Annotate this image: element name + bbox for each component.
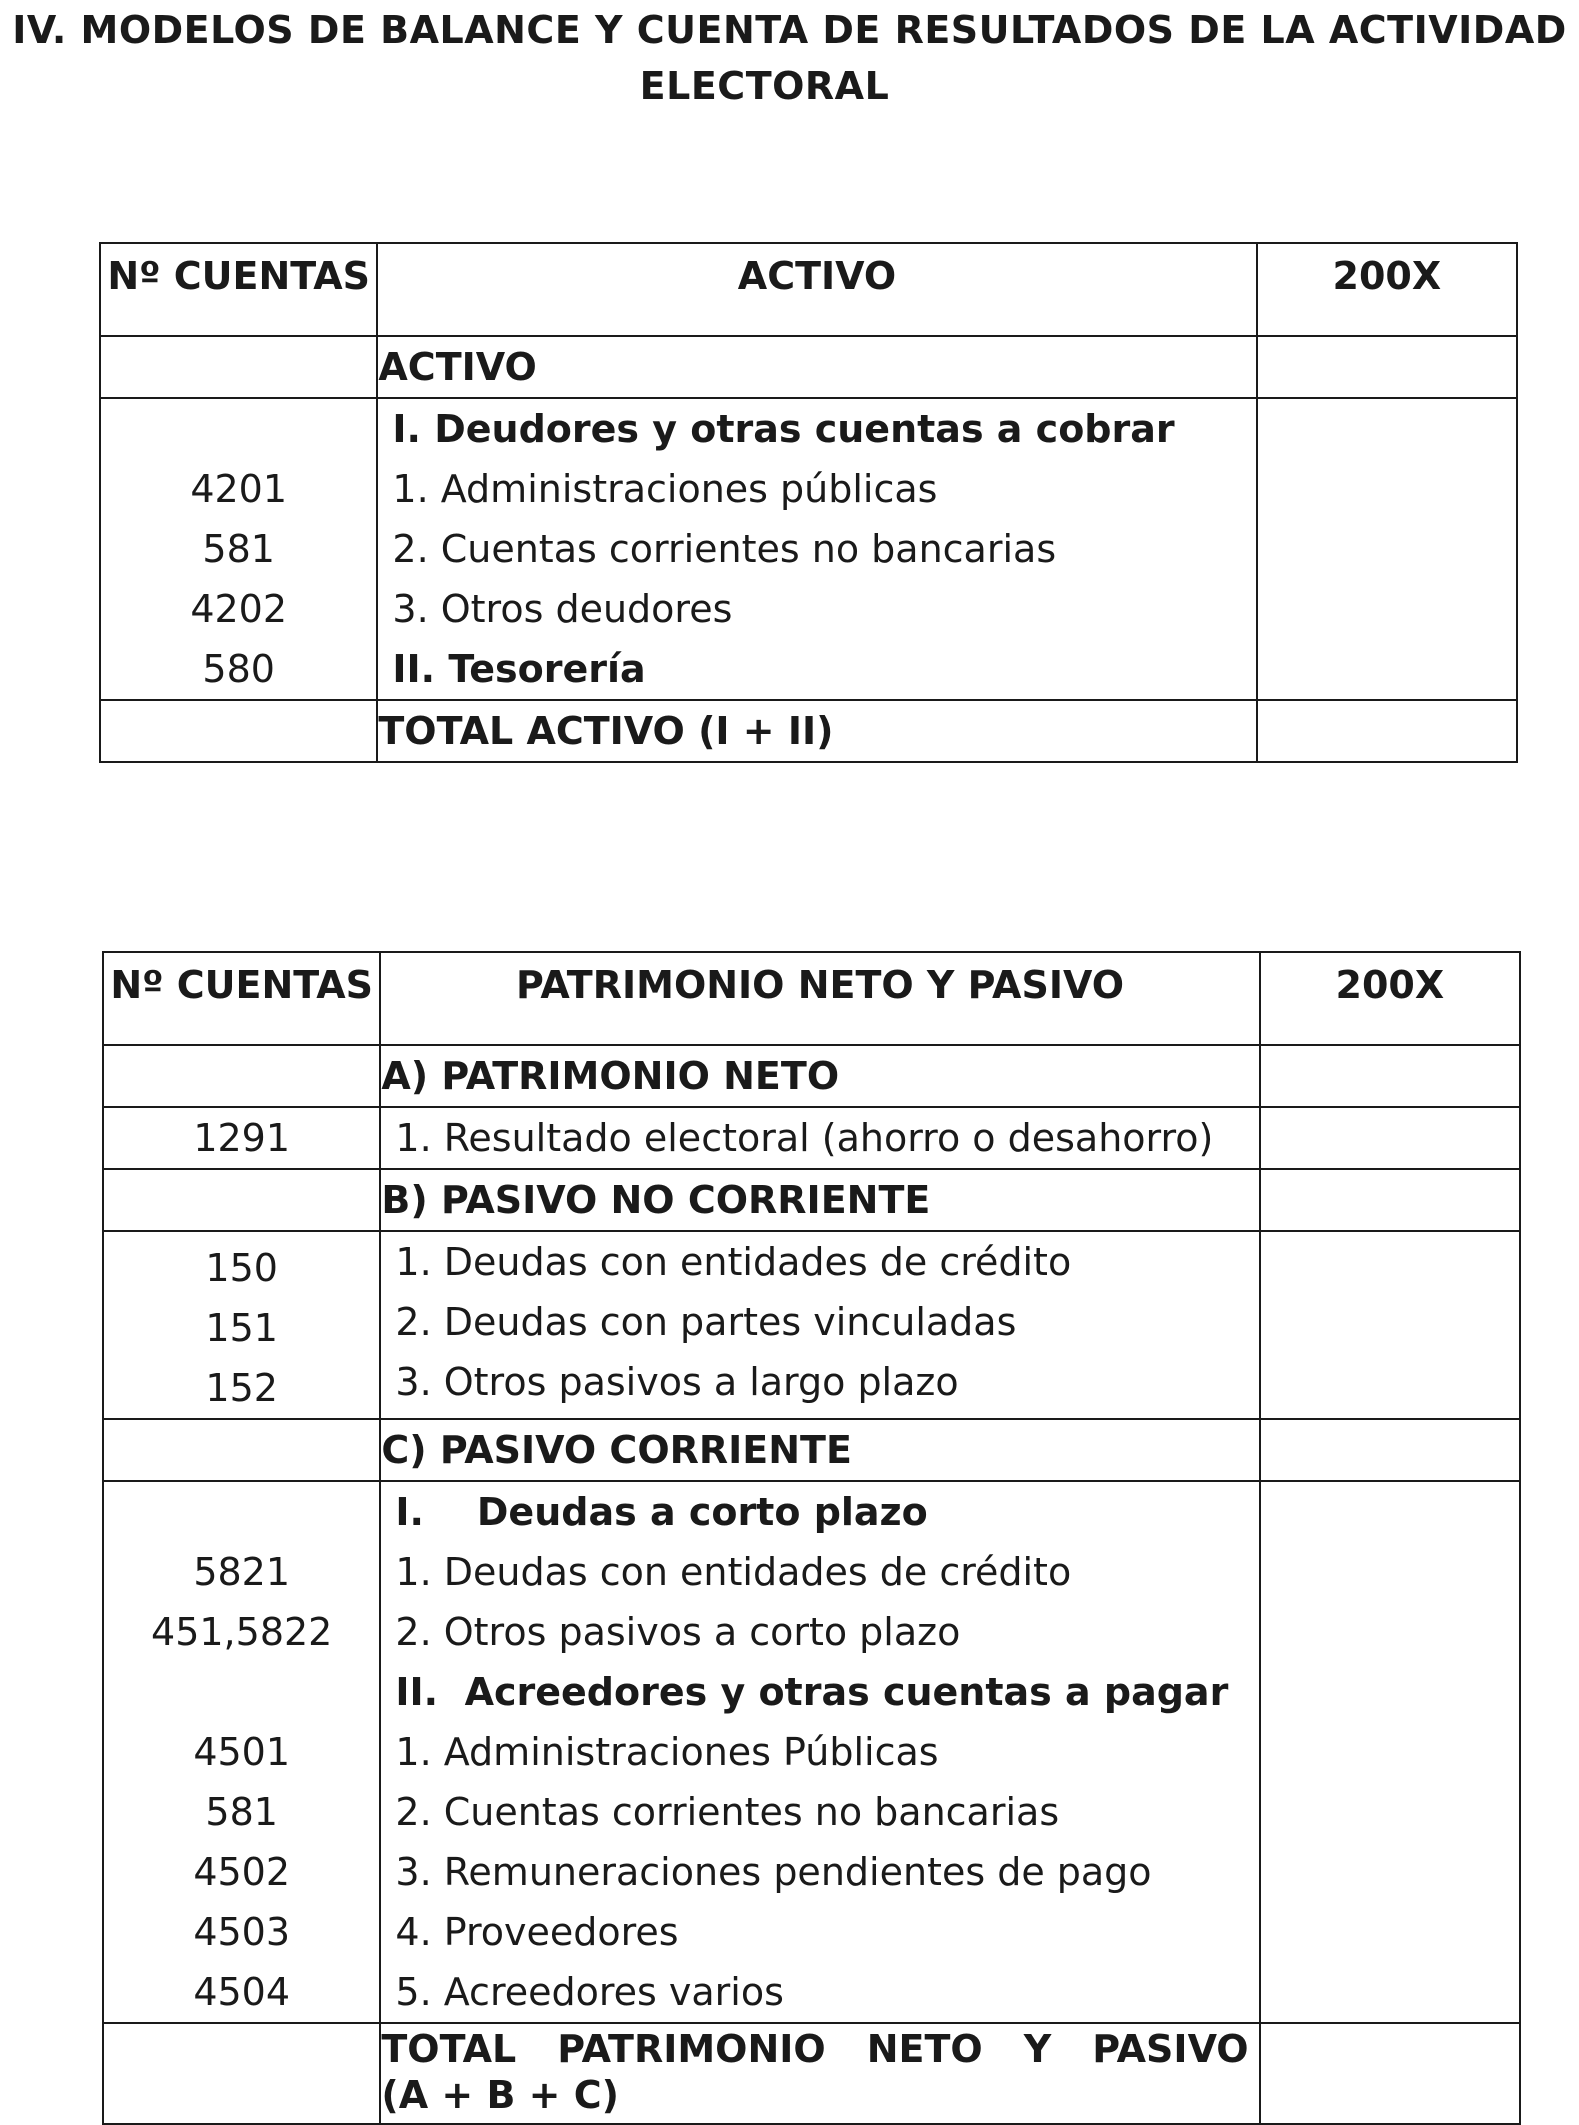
line-item: 1. Deudas con entidades de crédito: [395, 1240, 1072, 1284]
empty-account-cell: [103, 1045, 380, 1107]
row-1291: [103, 1107, 1520, 1169]
section-activo: ACTIVO: [377, 336, 1256, 398]
amount-cell: [1260, 1107, 1520, 1169]
activo-section-row: [100, 336, 1517, 398]
title-line-2: ELECTORAL: [639, 64, 890, 108]
account-descriptions: [377, 398, 1256, 700]
account-numbers: [103, 1231, 380, 1419]
account-number: 581: [202, 527, 275, 571]
account-number: 4201: [190, 467, 288, 511]
amount-cell: [1257, 336, 1517, 398]
activo-group-row: [100, 398, 1517, 700]
section-c-row: [103, 1419, 1520, 1481]
line-item: 4. Proveedores: [395, 1910, 679, 1954]
header-cuentas: Nº CUENTAS: [103, 952, 380, 1045]
pasivo-header-row: [103, 952, 1520, 1045]
line-item: II. Acreedores y otras cuentas a pagar: [395, 1670, 1229, 1714]
account-number: [101, 399, 376, 459]
empty-account-cell: [100, 336, 377, 398]
line-item: I. Deudores y otras cuentas a cobrar: [392, 407, 1175, 451]
account-descriptions: [380, 1481, 1259, 2023]
amount-cell: [1260, 2023, 1520, 2124]
line-item: 3. Otros deudores: [392, 587, 733, 631]
account-numbers: [100, 398, 377, 700]
total-line-2: (A + B + C): [381, 2073, 619, 2117]
amount-cell: [1260, 1419, 1520, 1481]
empty-account-cell: [103, 2023, 380, 2124]
line-item: 2. Otros pasivos a corto plazo: [395, 1610, 961, 1654]
total-activo: TOTAL ACTIVO (I + II): [377, 700, 1256, 762]
account-descriptions: [380, 1231, 1259, 1419]
total-patrimonio-pasivo: [380, 2023, 1259, 2124]
account-number: [104, 1482, 379, 1542]
total-line-1: TOTAL PATRIMONIO NETO Y PASIVO: [381, 2027, 1249, 2071]
section-patrimonio-neto: A) PATRIMONIO NETO: [380, 1045, 1259, 1107]
activo-table: [99, 242, 1518, 763]
group-b-row: [103, 1231, 1520, 1419]
account-number-text: 1291: [193, 1116, 291, 1160]
account-number: 451,5822: [151, 1610, 333, 1654]
amount-cell: [1257, 398, 1517, 700]
line-item: [380, 1107, 1259, 1169]
total-row: [103, 2023, 1520, 2124]
amount-cell: [1257, 700, 1517, 762]
amount-cell: [1260, 1169, 1520, 1231]
line-item: 2. Cuentas corrientes no bancarias: [392, 527, 1057, 571]
header-year: 200X: [1257, 243, 1517, 336]
account-number: [104, 1662, 379, 1722]
section-pasivo-no-corriente: B) PASIVO NO CORRIENTE: [380, 1169, 1259, 1231]
group-c-row: [103, 1481, 1520, 2023]
line-item: 5. Acreedores varios: [395, 1970, 784, 2014]
line-item: 3. Remuneraciones pendientes de pago: [395, 1850, 1152, 1894]
line-item: 3. Otros pasivos a largo plazo: [395, 1360, 959, 1404]
line-item-text: 1. Resultado electoral (ahorro o desahorro): [395, 1116, 1214, 1160]
empty-account-cell: [100, 700, 377, 762]
amount-cell: [1260, 1045, 1520, 1107]
section-a-row: [103, 1045, 1520, 1107]
amount-cell: [1260, 1231, 1520, 1419]
account-number: 4503: [193, 1910, 291, 1954]
activo-total-row: [100, 700, 1517, 762]
account-number: 4504: [193, 1970, 291, 2014]
header-year: 200X: [1260, 952, 1520, 1045]
line-item: 1. Administraciones públicas: [392, 467, 938, 511]
header-activo: ACTIVO: [377, 243, 1256, 336]
section-b-row: [103, 1169, 1520, 1231]
account-number: 4202: [190, 587, 288, 631]
activo-header-row: [100, 243, 1517, 336]
line-item: 1. Deudas con entidades de crédito: [395, 1550, 1072, 1594]
title-line-1: IV. MODELOS DE BALANCE Y CUENTA DE RESULTADOS DE LA ACTIVIDAD: [12, 8, 1567, 52]
account-number: 4501: [193, 1730, 291, 1774]
account-number: 150: [205, 1246, 278, 1290]
account-number: 5821: [193, 1550, 291, 1594]
header-cuentas: Nº CUENTAS: [100, 243, 377, 336]
line-item: 2. Deudas con partes vinculadas: [395, 1300, 1017, 1344]
amount-cell: [1260, 1481, 1520, 2023]
account-number: 152: [205, 1366, 278, 1410]
line-item: 2. Cuentas corrientes no bancarias: [395, 1790, 1060, 1834]
line-item: II. Tesorería: [392, 647, 646, 691]
header-patrimonio: PATRIMONIO NETO Y PASIVO: [380, 952, 1259, 1045]
account-number: 580: [202, 647, 275, 691]
empty-account-cell: [103, 1169, 380, 1231]
section-pasivo-corriente: C) PASIVO CORRIENTE: [380, 1419, 1259, 1481]
empty-account-cell: [103, 1419, 380, 1481]
account-number: 4502: [193, 1850, 291, 1894]
line-item: I. Deudas a corto plazo: [395, 1490, 928, 1534]
line-item: 1. Administraciones Públicas: [395, 1730, 939, 1774]
pasivo-table: [102, 951, 1521, 2125]
account-number: 581: [205, 1790, 278, 1834]
account-numbers: [103, 1481, 380, 2023]
account-number: 151: [205, 1306, 278, 1350]
account-number: [103, 1107, 380, 1169]
